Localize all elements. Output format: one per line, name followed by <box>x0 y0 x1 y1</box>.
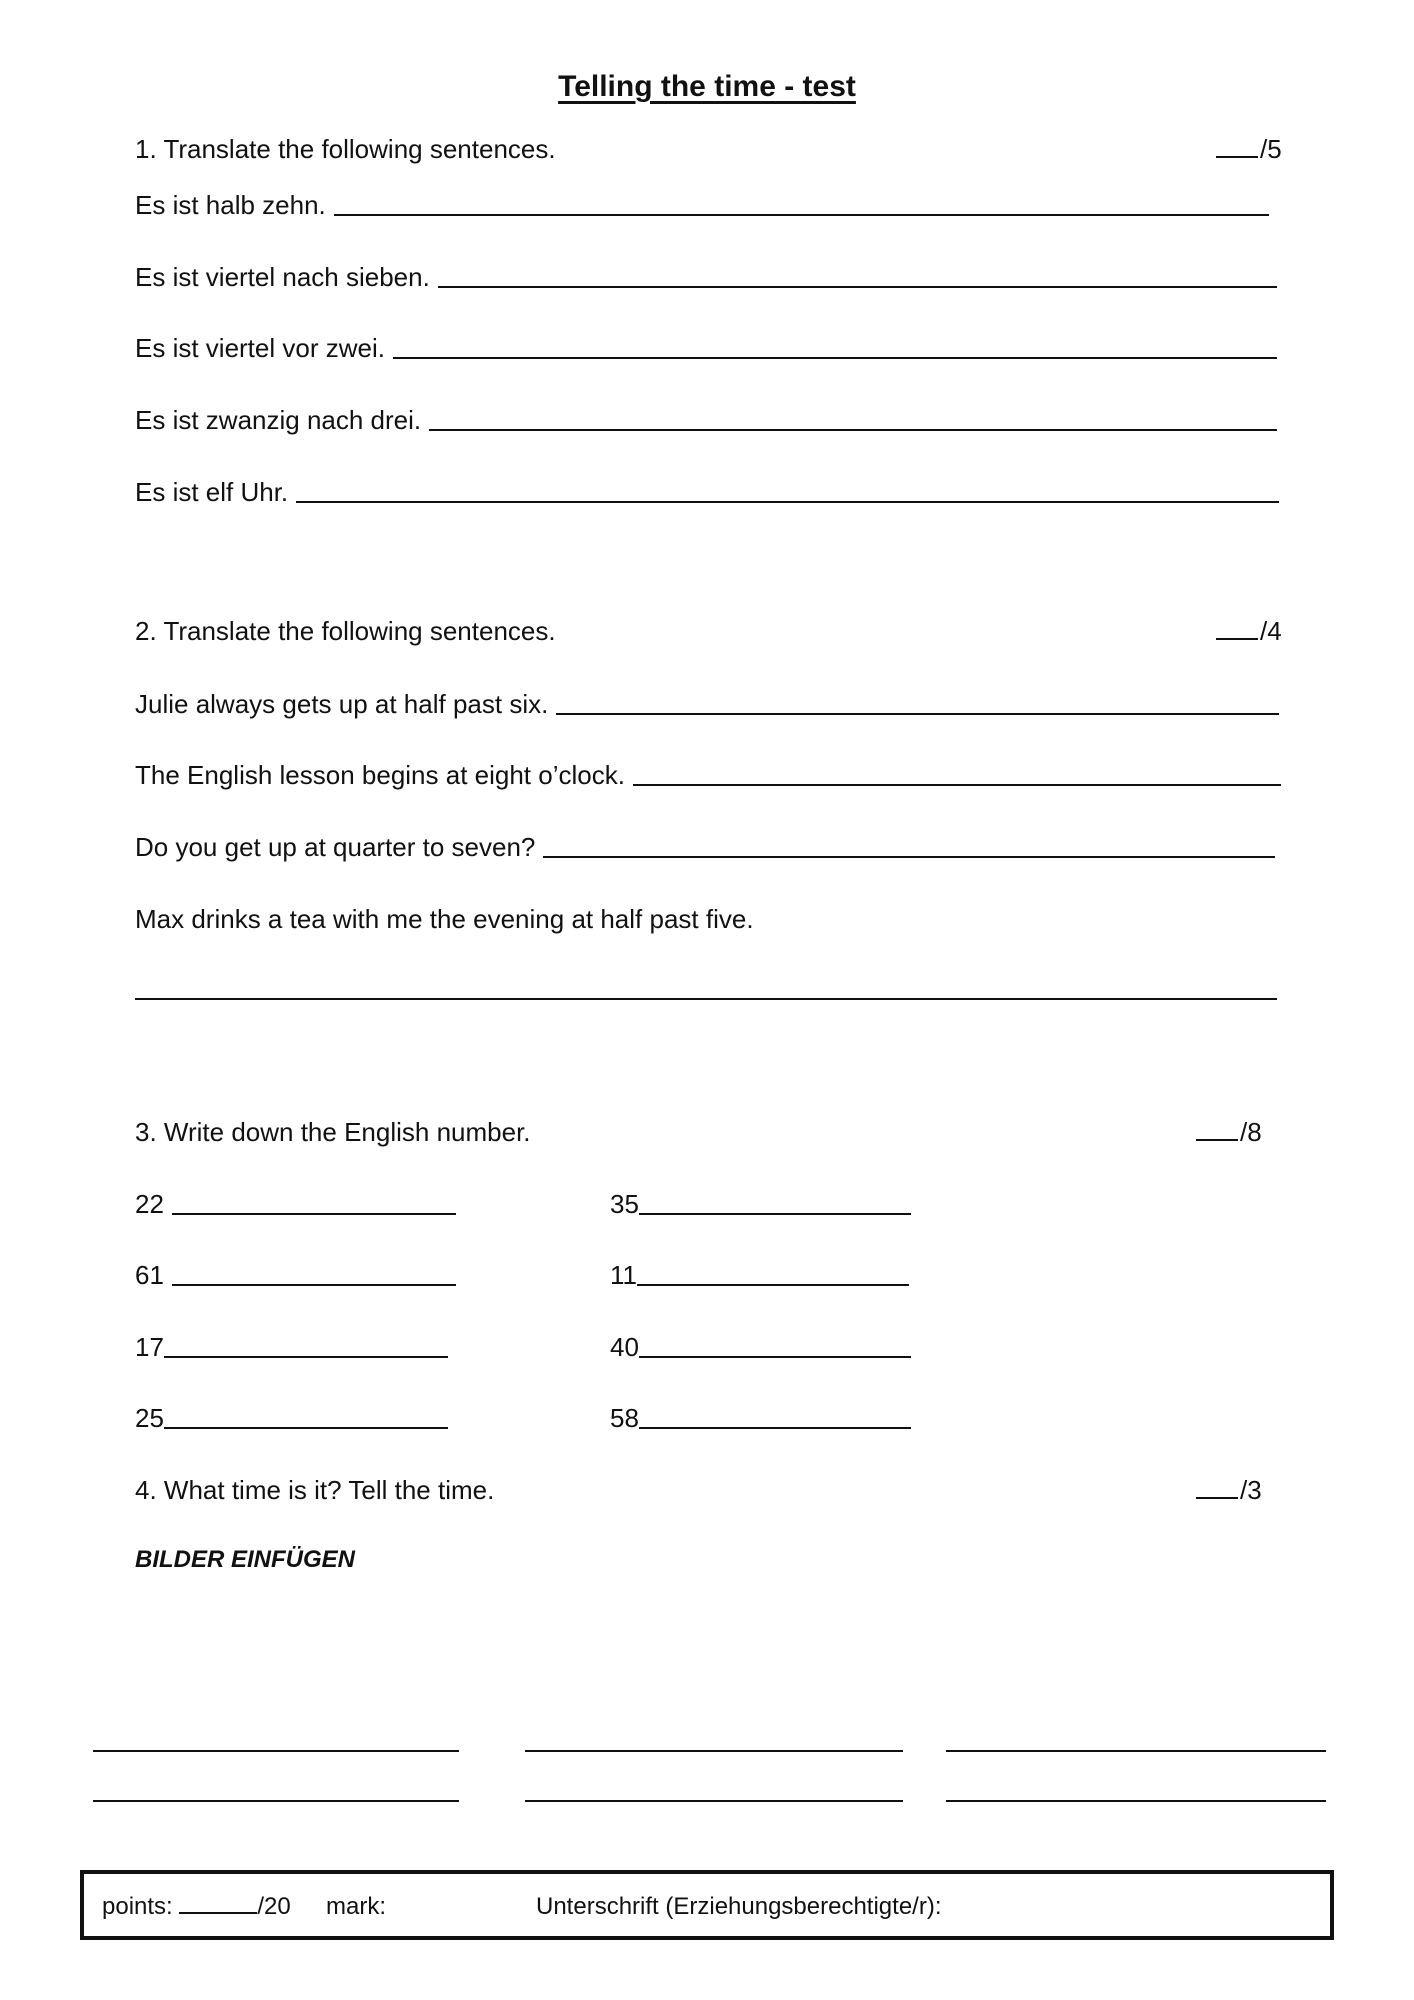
points-blank[interactable] <box>179 1892 257 1914</box>
sentence-text: The English lesson begins at eight o’clock. <box>135 760 625 790</box>
section1-item <box>135 261 1277 293</box>
score-blank[interactable] <box>1216 134 1258 158</box>
number-label: 58 <box>610 1403 639 1433</box>
sentence-text: Es ist viertel vor zwei. <box>135 333 385 363</box>
answer-line[interactable] <box>296 481 1279 503</box>
section2-item <box>135 688 1279 720</box>
section4-score-total: /3 <box>1240 1475 1262 1505</box>
answer-line[interactable] <box>525 1800 903 1802</box>
points-field <box>102 1892 291 1922</box>
section1-item <box>135 332 1277 364</box>
number-label: 17 <box>135 1332 164 1362</box>
number-label: 11 <box>610 1260 637 1290</box>
sentence-text: Es ist elf Uhr. <box>135 477 289 507</box>
section3-score-total: /8 <box>1240 1117 1262 1147</box>
answer-line[interactable] <box>633 764 1281 786</box>
section2-item <box>135 759 1281 791</box>
answer-line[interactable] <box>543 836 1275 858</box>
section1-heading: 1. Translate the following sentences. <box>135 134 556 164</box>
section4-score <box>1196 1474 1262 1506</box>
number-label: 25 <box>135 1403 164 1433</box>
image-placeholder-note: BILDER EINFÜGEN <box>135 1546 356 1573</box>
section2-score-total: /4 <box>1260 616 1282 646</box>
answer-line[interactable] <box>93 1800 459 1802</box>
answer-line[interactable] <box>525 1750 903 1752</box>
answer-line[interactable] <box>93 1750 459 1752</box>
score-blank[interactable] <box>1216 616 1258 640</box>
answer-line[interactable] <box>172 1264 456 1286</box>
section4-heading: 4. What time is it? Tell the time. <box>135 1475 495 1505</box>
answer-line[interactable] <box>393 337 1277 359</box>
section2-item <box>135 831 1275 863</box>
answer-line[interactable] <box>164 1336 448 1358</box>
sentence-text: Es ist zwanzig nach drei. <box>135 405 422 435</box>
answer-line[interactable] <box>556 693 1279 715</box>
sentence-text: Julie always gets up at half past six. <box>135 689 549 719</box>
score-blank[interactable] <box>1196 1475 1238 1499</box>
number-item <box>135 1188 456 1220</box>
section3-score <box>1196 1116 1262 1148</box>
number-label: 61 <box>135 1260 164 1290</box>
number-item <box>610 1259 909 1291</box>
answer-line[interactable] <box>334 194 1269 216</box>
page-title: Telling the time - test <box>558 70 856 103</box>
number-item <box>610 1331 911 1363</box>
section3-heading: 3. Write down the English number. <box>135 1117 531 1147</box>
mark-label: mark: <box>326 1893 386 1920</box>
number-label: 40 <box>610 1332 639 1362</box>
answer-line[interactable] <box>639 1336 911 1358</box>
answer-line[interactable] <box>429 409 1277 431</box>
sentence-text: Es ist viertel nach sieben. <box>135 262 430 292</box>
section1-score-total: /5 <box>1260 134 1282 164</box>
answer-line[interactable] <box>172 1193 456 1215</box>
section1-item <box>135 476 1279 508</box>
answer-line[interactable] <box>438 266 1277 288</box>
sentence-text: Do you get up at quarter to seven? <box>135 832 536 862</box>
score-blank[interactable] <box>1196 1117 1238 1141</box>
points-total: /20 <box>257 1893 291 1920</box>
number-item <box>610 1402 911 1434</box>
number-item <box>135 1402 448 1434</box>
answer-line[interactable] <box>637 1264 909 1286</box>
number-label: 22 <box>135 1189 164 1219</box>
section1-item <box>135 404 1277 436</box>
answer-line[interactable] <box>639 1407 911 1429</box>
signature-label: Unterschrift (Erziehungsberechtigte/r): <box>536 1893 942 1920</box>
points-label: points: <box>102 1893 173 1920</box>
answer-line[interactable] <box>946 1800 1326 1802</box>
sentence-text: Max drinks a tea with me the evening at half past five. <box>135 904 754 934</box>
sentence-text: Es ist halb zehn. <box>135 190 326 220</box>
section2-heading: 2. Translate the following sentences. <box>135 616 556 646</box>
answer-line[interactable] <box>135 998 1277 1000</box>
section1-item <box>135 189 1269 221</box>
number-item <box>135 1259 456 1291</box>
grading-box <box>80 1870 1334 1940</box>
answer-line[interactable] <box>164 1407 448 1429</box>
section2-score <box>1216 615 1282 647</box>
section1-score <box>1216 133 1282 165</box>
number-item <box>135 1331 448 1363</box>
number-label: 35 <box>610 1189 639 1219</box>
answer-line[interactable] <box>639 1193 911 1215</box>
number-item <box>610 1188 911 1220</box>
answer-line[interactable] <box>946 1750 1326 1752</box>
